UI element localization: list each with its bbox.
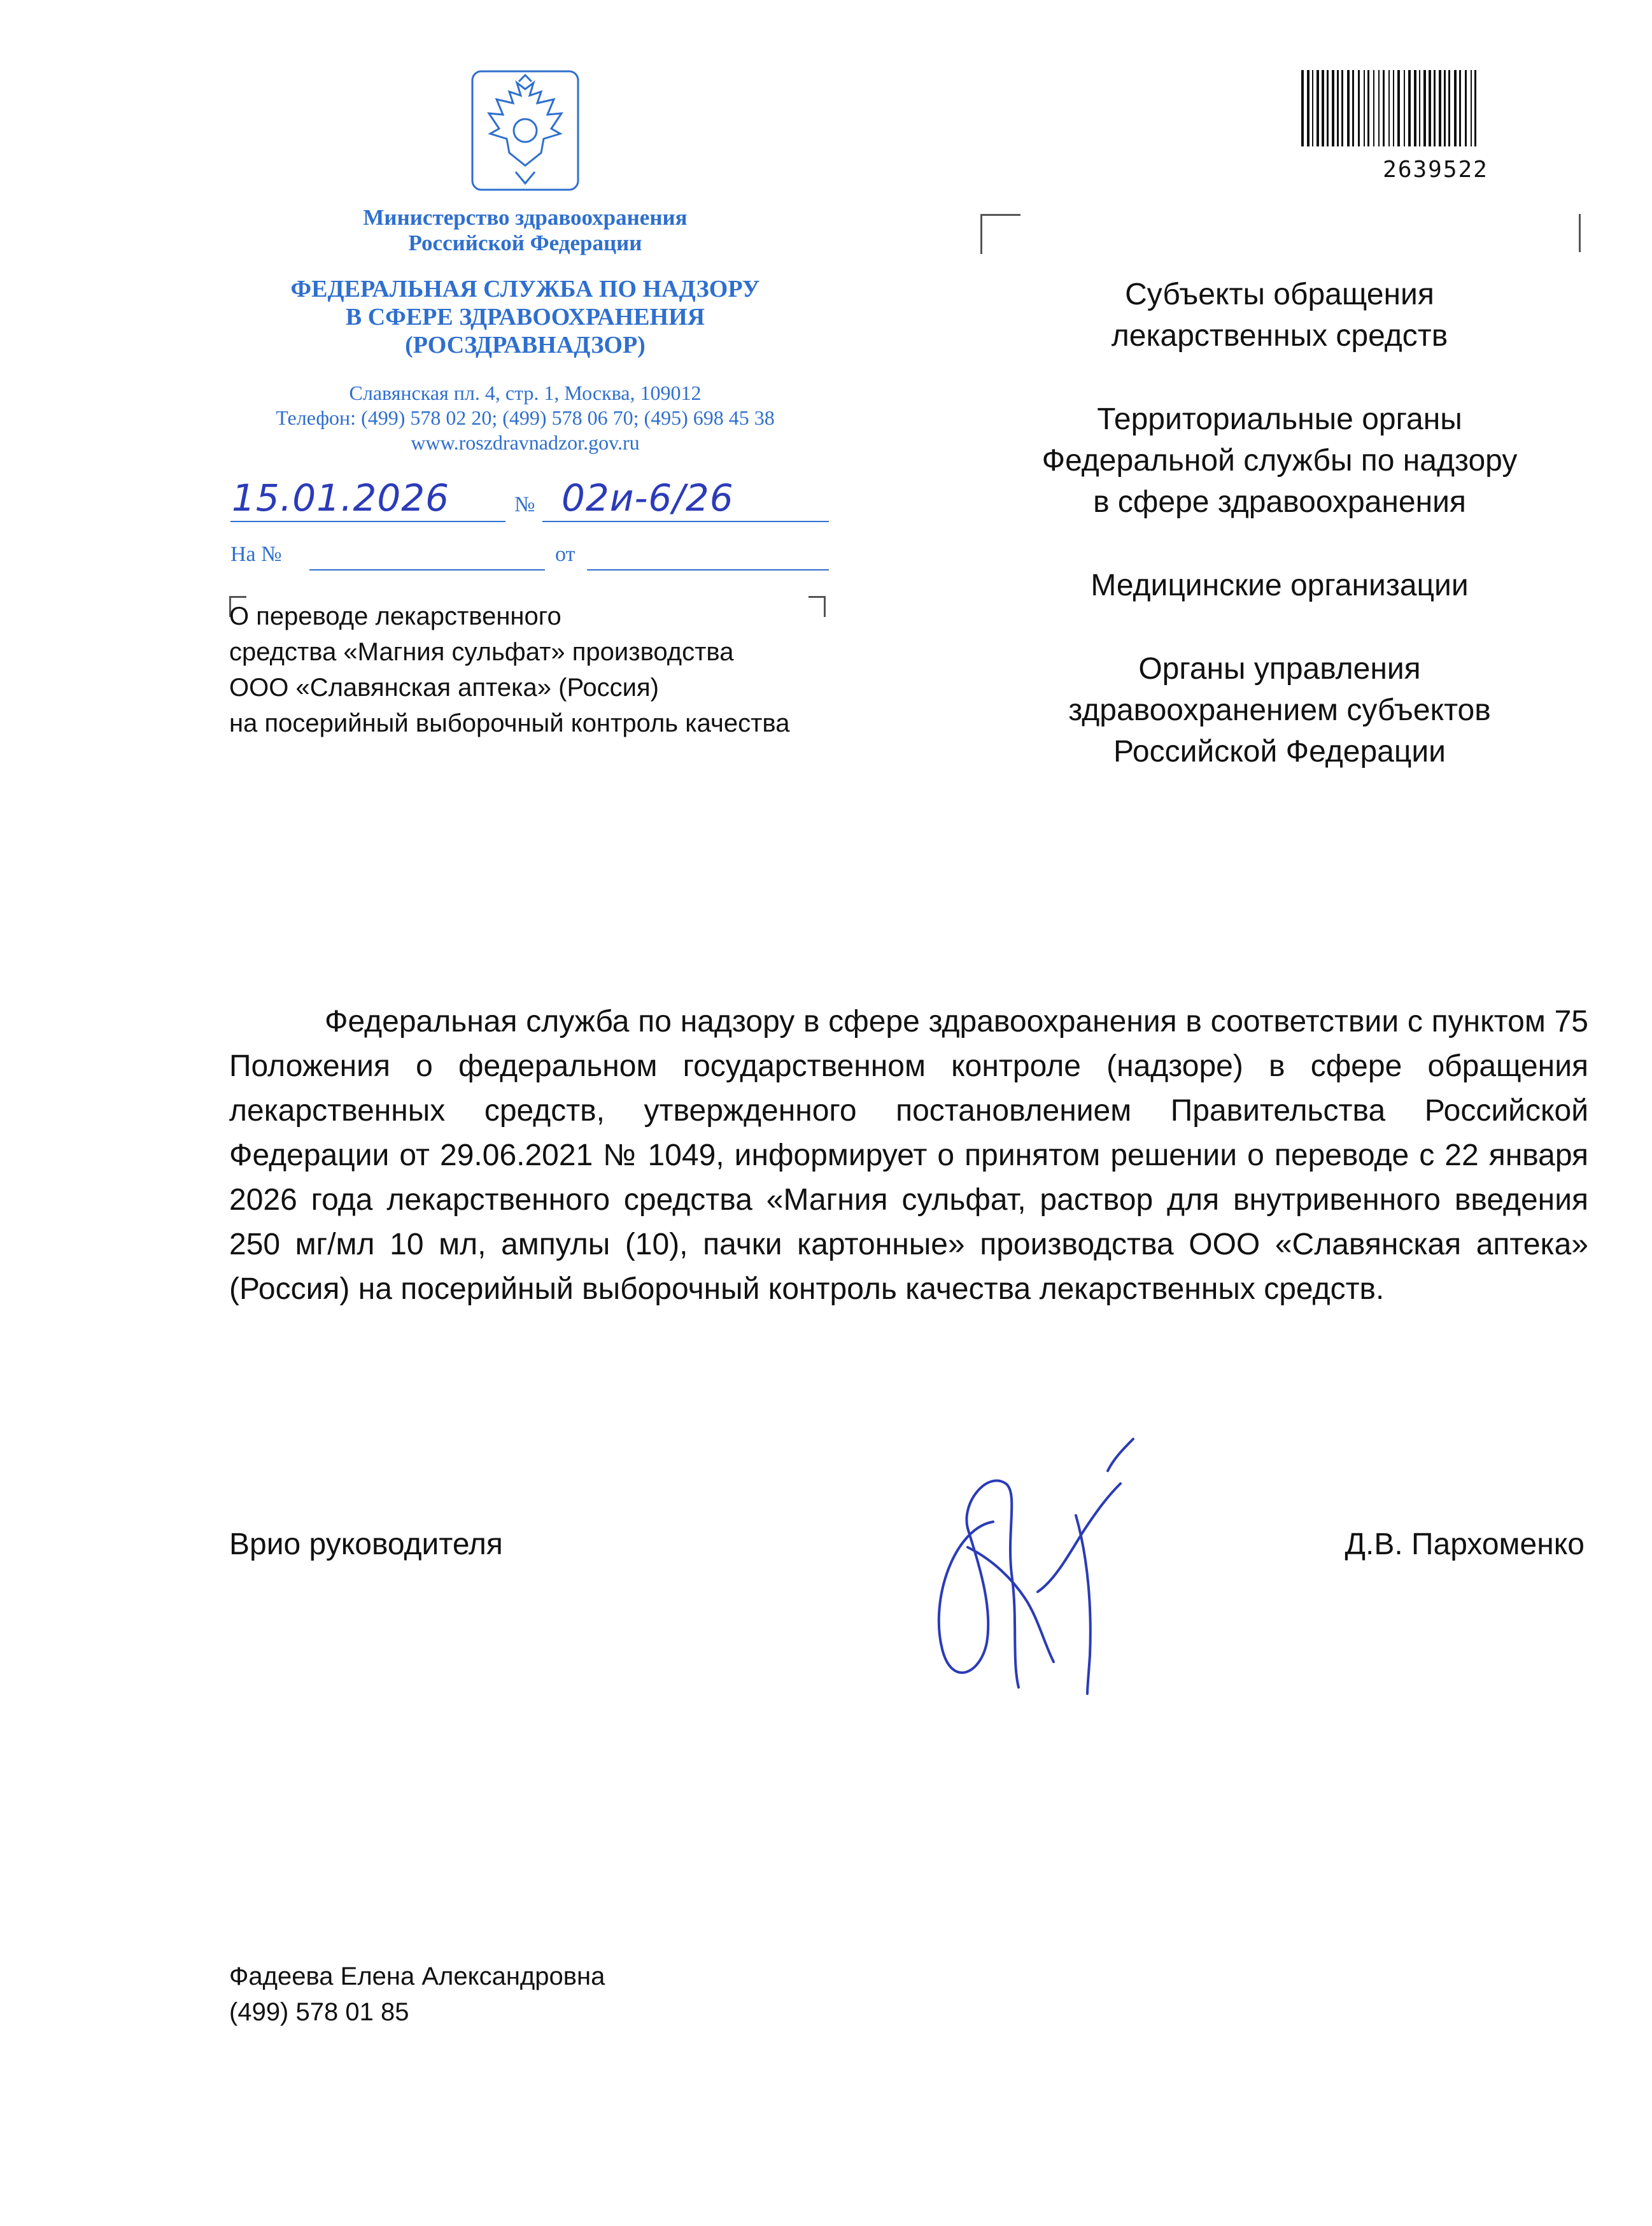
barcode-bar	[1459, 70, 1461, 146]
barcode-bar	[1434, 70, 1436, 146]
barcode-bar	[1393, 70, 1394, 146]
executor-phone: (499) 578 01 85	[229, 1998, 409, 2026]
letter-subject	[229, 599, 942, 741]
barcode-number: 2639522	[1383, 157, 1488, 183]
barcode-bar	[1373, 70, 1374, 146]
address-line-3: www.roszdravnadzor.gov.ru	[411, 431, 640, 454]
barcode-bar	[1317, 70, 1319, 146]
barcode-bar	[1332, 70, 1334, 146]
barcode-bar	[1301, 70, 1304, 146]
barcode-bar	[1408, 70, 1411, 146]
subject-line-2: средства «Магния сульфат» производства	[229, 638, 734, 666]
barcode-bar	[1423, 70, 1426, 146]
subject-line-3: ООО «Славянская аптека» (Россия)	[229, 674, 659, 702]
executor-block	[229, 1959, 605, 2030]
barcode-bar	[1388, 70, 1390, 146]
recipient-item: Медицинские организации	[1091, 569, 1469, 602]
address-window-corner-right	[1576, 214, 1581, 252]
signatory-title: Врио руководителя	[229, 1528, 503, 1561]
service-line-1: ФЕДЕРАЛЬНАЯ СЛУЖБА ПО НАДЗОРУ	[290, 276, 760, 302]
address-line-1: Славянская пл. 4, стр. 1, Москва, 109012	[349, 381, 702, 404]
recipient-item: Субъекты обращения лекарственных средств	[1111, 278, 1448, 353]
barcode-bar	[1454, 70, 1457, 146]
barcode-bar	[1448, 70, 1450, 146]
subject-line-4: на посерийный выборочный контроль качества	[229, 709, 790, 737]
barcode-bar	[1312, 70, 1313, 146]
barcode	[1292, 64, 1579, 229]
reply-to-label: На №	[230, 542, 282, 566]
barcode-bar	[1337, 70, 1339, 146]
letter-body: Федеральная служба по надзору в сфере здравоохранения в соответствии с пунктом 75 Положения о федеральном государственном контроле (надзоре) в сфере обращения лекарственных средств, утвержденного постановлением Правительства Российской Федерации от 29.06.2021 № 1049, информирует о принятом решении о переводе с 22 января 2026 года лекарственного средства «Магния сульфат, раствор для внутривенного введения 250 мг/мл 10 мл, ампулы (10), пачки картонные» производства ООО «Славянская аптека» (Россия) на посерийный выборочный контроль качества лекарственных средств.	[229, 1005, 1588, 1306]
service-name	[191, 275, 859, 359]
service-line-3: (РОСЗДРАВНАДЗОР)	[405, 332, 646, 358]
recipient-item: Территориальные органы Федеральной службы по надзору в сфере здравоохранения	[1041, 402, 1518, 519]
ministry-name	[229, 205, 821, 256]
reference-number: 02и-6/26	[561, 476, 734, 520]
barcode-bar	[1367, 70, 1369, 146]
address-line-2: Телефон: (499) 578 02 20; (499) 578 06 70; (495) 698 45 38	[276, 406, 775, 429]
reference-block	[230, 476, 829, 526]
subject-line-1: О переводе лекарственного	[229, 602, 561, 630]
recipients-list	[993, 274, 1566, 814]
barcode-bar	[1474, 70, 1476, 146]
barcode-bar	[1347, 70, 1350, 146]
barcode-bar	[1397, 70, 1400, 146]
address-window-corner-left	[980, 214, 1020, 254]
barcode-bars	[1292, 64, 1579, 153]
reference-date: 15.01.2026	[232, 476, 450, 520]
barcode-bar	[1404, 70, 1405, 146]
barcode-bar	[1364, 70, 1365, 146]
ministry-line-2: Российской Федерации	[408, 230, 642, 255]
barcode-bar	[1358, 70, 1360, 146]
ministry-line-1: Министерство здравоохранения	[363, 205, 688, 230]
barcode-bar	[1444, 70, 1446, 146]
barcode-bar	[1383, 70, 1385, 146]
barcode-bar	[1419, 70, 1420, 146]
barcode-bar	[1327, 70, 1329, 146]
coat-of-arms-icon	[471, 70, 579, 191]
barcode-bar	[1307, 70, 1310, 146]
barcode-bar	[1378, 70, 1380, 146]
barcode-bar	[1352, 70, 1354, 146]
barcode-bar	[1429, 70, 1431, 146]
service-address	[191, 381, 859, 455]
barcode-bar	[1322, 70, 1324, 146]
signatory-name: Д.В. Пархоменко	[1345, 1528, 1585, 1561]
barcode-bar	[1341, 70, 1343, 146]
reply-reference-block	[230, 542, 829, 581]
barcode-bar	[1414, 70, 1416, 146]
handwritten-signature	[917, 1433, 1159, 1700]
executor-name: Фадеева Елена Александровна	[229, 1962, 605, 1990]
barcode-bar	[1471, 70, 1472, 146]
barcode-bar	[1439, 70, 1441, 146]
recipient-item: Органы управления здравоохранением субъектов Российской Федерации	[1068, 652, 1491, 769]
service-line-2: В СФЕРЕ ЗДРАВООХРАНЕНИЯ	[345, 304, 705, 330]
from-label: от	[555, 542, 575, 566]
reference-number-label: №	[514, 493, 535, 516]
barcode-bar	[1465, 70, 1467, 146]
